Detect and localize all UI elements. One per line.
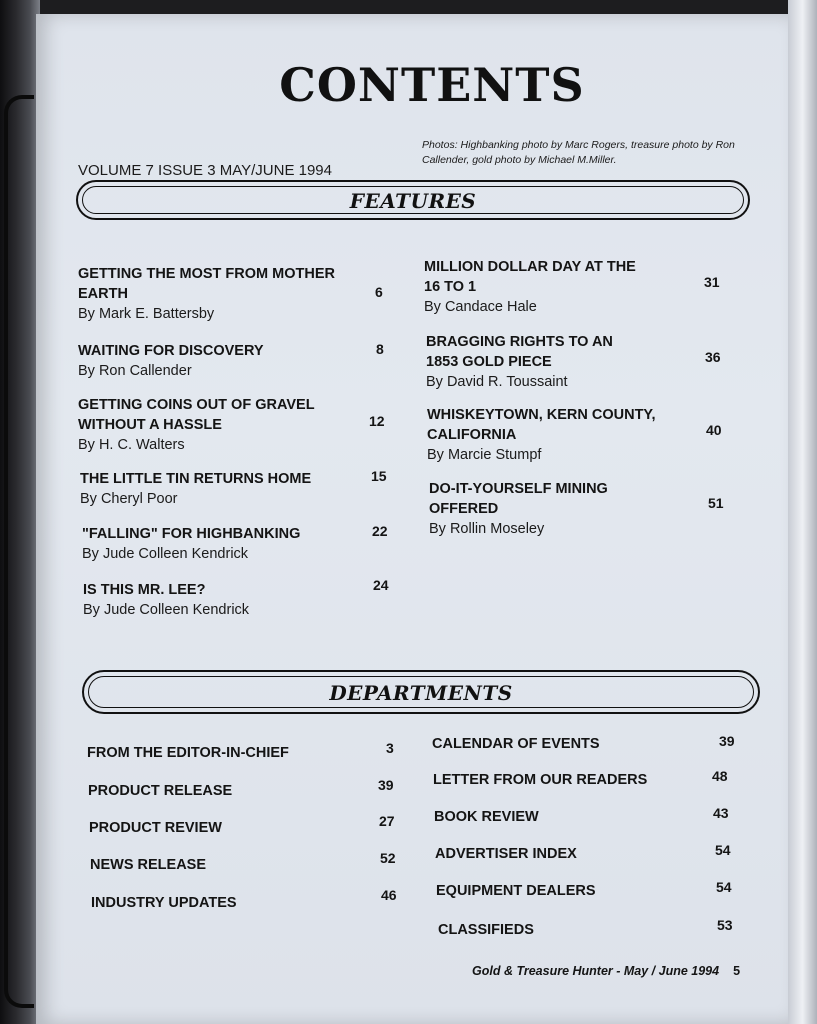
department-page: 27 bbox=[379, 813, 395, 829]
feature-item bbox=[424, 257, 644, 317]
feature-item bbox=[429, 479, 649, 539]
feature-author: By Candace Hale bbox=[424, 299, 537, 315]
department-title: PRODUCT RELEASE bbox=[88, 783, 233, 799]
department-page: 48 bbox=[712, 768, 728, 784]
feature-title: THE LITTLE TIN RETURNS HOME bbox=[80, 471, 312, 487]
feature-title: WAITING FOR DISCOVERY bbox=[78, 343, 264, 359]
feature-author: By Ron Callender bbox=[78, 363, 192, 379]
department-page: 43 bbox=[713, 805, 729, 821]
feature-title: WHISKEYTOWN, KERN COUNTY, CALIFORNIA bbox=[427, 407, 656, 443]
feature-item bbox=[78, 264, 338, 324]
department-title: INDUSTRY UPDATES bbox=[91, 895, 237, 911]
department-title: FROM THE EDITOR-IN-CHIEF bbox=[87, 745, 289, 761]
feature-author: By H. C. Walters bbox=[78, 437, 185, 453]
departments-banner bbox=[82, 670, 760, 714]
department-title: BOOK REVIEW bbox=[434, 809, 539, 825]
feature-title: "FALLING" FOR HIGHBANKING bbox=[82, 526, 301, 542]
department-page: 3 bbox=[386, 740, 394, 756]
department-title: PRODUCT REVIEW bbox=[89, 820, 222, 836]
department-page: 54 bbox=[715, 842, 731, 858]
volume-line: VOLUME 7 ISSUE 3 MAY/JUNE 1994 bbox=[78, 162, 332, 179]
binding-curve bbox=[4, 95, 34, 1008]
footer-page-number: 5 bbox=[733, 964, 741, 978]
feature-item bbox=[427, 405, 667, 465]
feature-author: By Jude Colleen Kendrick bbox=[82, 546, 249, 562]
feature-title: GETTING THE MOST FROM MOTHER EARTH bbox=[78, 266, 335, 302]
department-page: 39 bbox=[378, 777, 394, 793]
department-page: 52 bbox=[380, 850, 396, 866]
feature-author: By David R. Toussaint bbox=[426, 374, 568, 390]
department-title: EQUIPMENT DEALERS bbox=[436, 883, 596, 899]
page-footer bbox=[472, 964, 740, 978]
magazine-binding bbox=[0, 0, 40, 1024]
feature-page: 40 bbox=[706, 422, 722, 438]
feature-page: 15 bbox=[371, 468, 387, 484]
department-page: 46 bbox=[381, 887, 397, 903]
feature-item bbox=[83, 580, 353, 620]
feature-item bbox=[80, 469, 350, 509]
feature-page: 12 bbox=[369, 413, 385, 429]
department-page: 53 bbox=[717, 917, 733, 933]
feature-author: By Cheryl Poor bbox=[80, 491, 178, 507]
feature-title: BRAGGING RIGHTS TO AN 1853 GOLD PIECE bbox=[426, 334, 613, 370]
department-title: ADVERTISER INDEX bbox=[435, 846, 577, 862]
department-page: 54 bbox=[716, 879, 732, 895]
photo-credits: Photos: Highbanking photo by Marc Rogers, treasure photo by Ron Callender, gold photo by Michael M.Miller. bbox=[422, 139, 735, 166]
feature-item bbox=[78, 341, 338, 381]
feature-page: 6 bbox=[375, 284, 383, 300]
department-page: 39 bbox=[719, 733, 735, 749]
feature-page: 22 bbox=[372, 523, 388, 539]
feature-item bbox=[78, 395, 348, 455]
feature-page: 31 bbox=[704, 274, 720, 290]
page-edge bbox=[788, 0, 817, 1024]
contents-page bbox=[36, 14, 788, 1024]
feature-author: By Mark E. Battersby bbox=[78, 306, 215, 322]
department-title: CLASSIFIEDS bbox=[438, 922, 534, 938]
departments-heading: DEPARTMENTS bbox=[329, 681, 513, 705]
feature-title: DO-IT-YOURSELF MINING OFFERED bbox=[429, 481, 608, 517]
page-title: CONTENTS bbox=[279, 58, 585, 112]
department-title: NEWS RELEASE bbox=[90, 857, 207, 873]
feature-title: MILLION DOLLAR DAY AT THE 16 TO 1 bbox=[424, 259, 636, 295]
feature-title: IS THIS MR. LEE? bbox=[83, 582, 206, 598]
feature-item bbox=[82, 524, 352, 564]
department-title: LETTER FROM OUR READERS bbox=[433, 772, 648, 788]
features-heading: FEATURES bbox=[349, 189, 477, 213]
feature-author: By Marcie Stumpf bbox=[427, 447, 542, 463]
feature-page: 51 bbox=[708, 495, 724, 511]
department-title: CALENDAR OF EVENTS bbox=[432, 736, 600, 752]
feature-title: GETTING COINS OUT OF GRAVEL WITHOUT A HASSLE bbox=[78, 397, 315, 433]
feature-author: By Jude Colleen Kendrick bbox=[83, 602, 250, 618]
feature-item bbox=[426, 332, 646, 392]
feature-page: 8 bbox=[376, 341, 384, 357]
feature-author: By Rollin Moseley bbox=[429, 521, 545, 537]
feature-page: 36 bbox=[705, 349, 721, 365]
features-banner bbox=[76, 180, 750, 220]
feature-page: 24 bbox=[373, 577, 389, 593]
footer-text: Gold & Treasure Hunter - May / June 1994 bbox=[472, 964, 720, 978]
